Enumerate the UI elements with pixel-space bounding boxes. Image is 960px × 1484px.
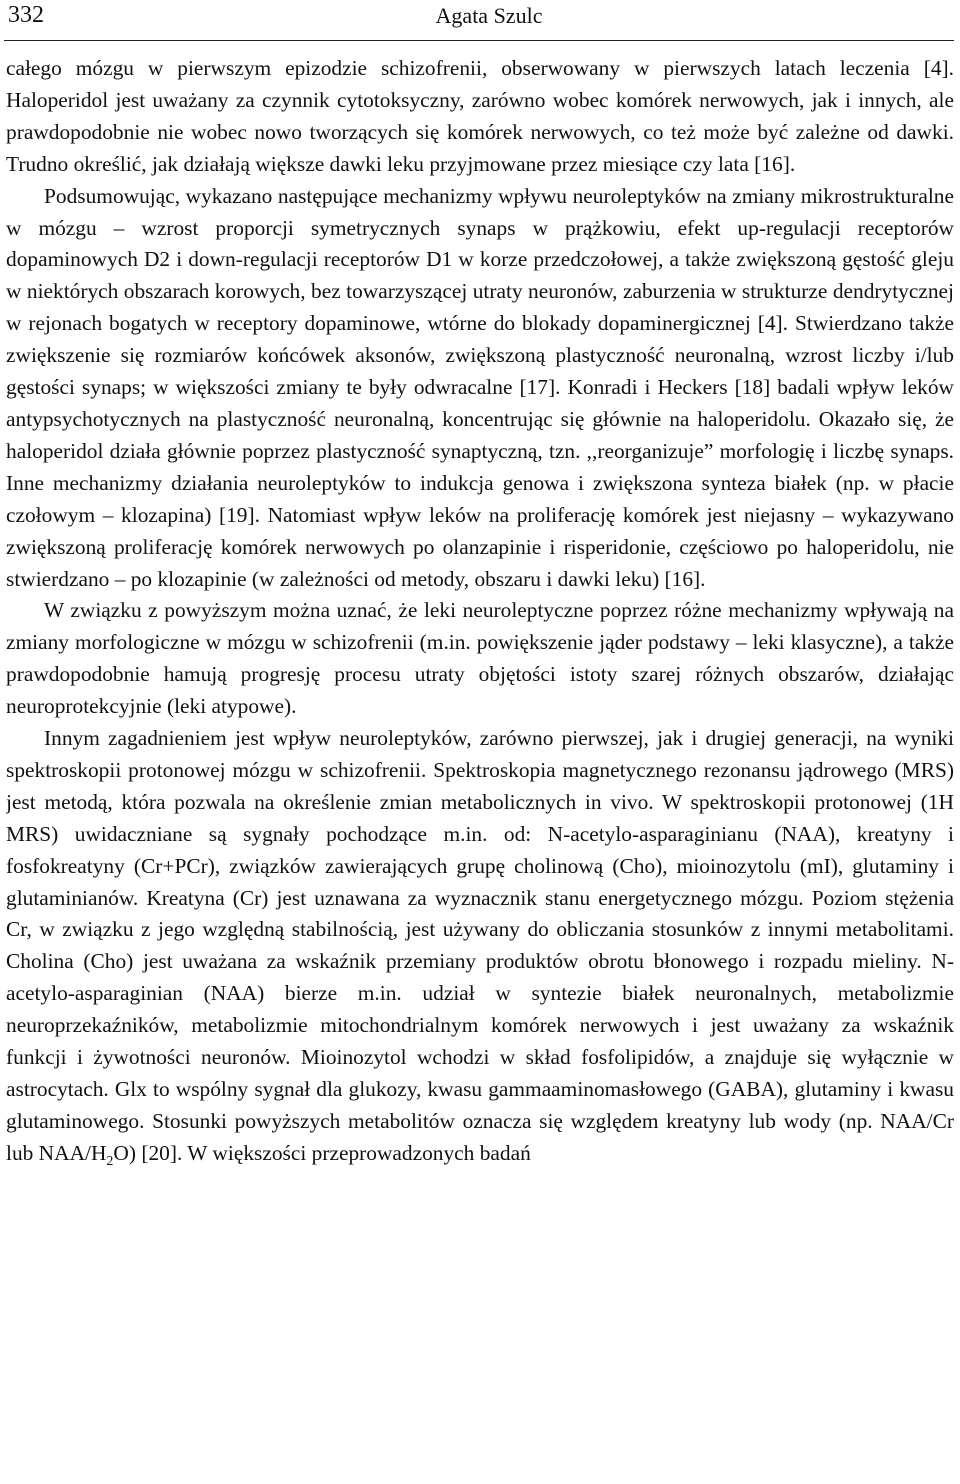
paragraph-2: Podsumowując, wykazano następujące mechanizmy wpływu neuroleptyków na zmiany mikrostrukturalne w mózgu – wzrost proporcji symetrycznych synaps w prążkowiu, efekt up-regulacji receptorów dopaminowych D2 i down-regulacji receptorów D1 w korze przedczołowej, a także zwiększoną gęstość gleju w niektórych obszarach korowych, bez towarzyszącej utraty neuronów, zaburzenia w strukturze dendrytycznej w rejonach bogatych w receptory dopaminowe, wtórne do blokady dopaminergicznej [4]. Stwierdzano także zwiększenie się rozmiarów końcówek aksonów, zwiększoną plastyczność neuronalną, wzrost liczby i/lub gęstości synaps; w większości zmiany te były odwracalne [17]. Konradi i Heckers [18] badali wpływ leków antypsychotycznych na plastyczność neuronalną, koncentrując się głównie na haloperidolu. Okazało się, że haloperidol działa głównie poprzez plastyczność synaptyczną, tzn. ,,reorganizuje” morfologię i liczbę synaps. Inne mechanizmy działania neuroleptyków to indukcja genowa i zwiększona synteza białek (np. w płacie czołowym – klozapina) [19]. Natomiast wpływ leków na proliferację komórek jest niejasny – wykazywano zwiększoną proliferację komórek nerwowych po olanzapinie i risperidonie, częściowo po haloperidolu, nie stwierdzano – po klozapinie (w zależności od metody, obszaru i dawki leku) [16]. <box>6 183 954 591</box>
page-header <box>4 0 954 41</box>
paragraph-4-text: Innym zagadnieniem jest wpływ neuroleptyków, zarówno pierwszej, jak i drugiej generacji, na wyniki spektroskopii protonowej mózgu w schizofrenii. Spektroskopia magnetycznego rezonansu jądrowego (MRS) jest metodą, która pozwala na określenie zmian metabolicznych in vivo. W spektroskopii protonowej (1H MRS) uwidaczniane są sygnały pochodzące m.in. od: N-acetylo-asparaginianu (NAA), kreatyny i fosfokreatyny (Cr+PCr), związków zawierających grupę cholinową (Cho), mioinozytolu (mI), glutaminy i glutaminianów. Kreatyna (Cr) jest uznawana za wyznacznik stanu energetycznego mózgu. Poziom stężenia Cr, w związku z jego względną stabilnością, jest używany do obliczania stosunków z innymi metabolitami. Cholina (Cho) jest uważana za wskaźnik przemiany produktów obrotu błonowego i rozpadu mieliny. N-acetylo-asparaginian (NAA) bierze m.in. udział w syntezie białek neuronalnych, metabolizmie neuroprzekaźników, metabolizmie mitochondrialnym komórek nerwowych i jest uważany za wskaźnik funkcji i żywotności neuronów. Mioinozytol wchodzi w skład fosfolipidów, a znajduje się wyłącznie w astrocytach. Glx to wspólny sygnał dla glukozy, kwasu gammaaminomasłowego (GABA), glutaminy i kwasu glutaminowego. Stosunki powyższych metabolitów oznacza się względem kreatyny lub wody (np. NAA/Cr lub NAA/H <box>6 726 954 1165</box>
paragraph-1: całego mózgu w pierwszym epizodzie schizofrenii, obserwowany w pierwszych latach leczenia [4]. Haloperidol jest uważany za czynnik cytotoksyczny, zarówno wobec komórek nerwowych, jak i innych, ale prawdopodobnie nie wobec nowo tworzących się komórek nerwowych, co też może być zależne od dawki. Trudno określić, jak działają większe dawki leku przyjmowane przez miesiące czy lata [16]. <box>6 56 954 176</box>
paragraph-4-text-end: O) [20]. W większości przeprowadzonych badań <box>113 1140 531 1165</box>
running-head-author: Agata Szulc <box>435 3 543 28</box>
paragraph-3: W związku z powyższym można uznać, że leki neuroleptyczne poprzez różne mechanizmy wpływają na zmiany morfologiczne w mózgu w schizofrenii (m.in. powiększenie jąder podstawy – leki klasyczne), a także prawdopodobnie hamują progresję procesu utraty objętości istoty szarej różnych obszarów, działając neuroprotekcyjnie (leki atypowe). <box>6 598 954 719</box>
page-number: 332 <box>8 2 44 28</box>
paragraph-4 <box>6 723 954 1170</box>
subscript-2: 2 <box>106 1153 114 1169</box>
article-body <box>6 53 954 1484</box>
